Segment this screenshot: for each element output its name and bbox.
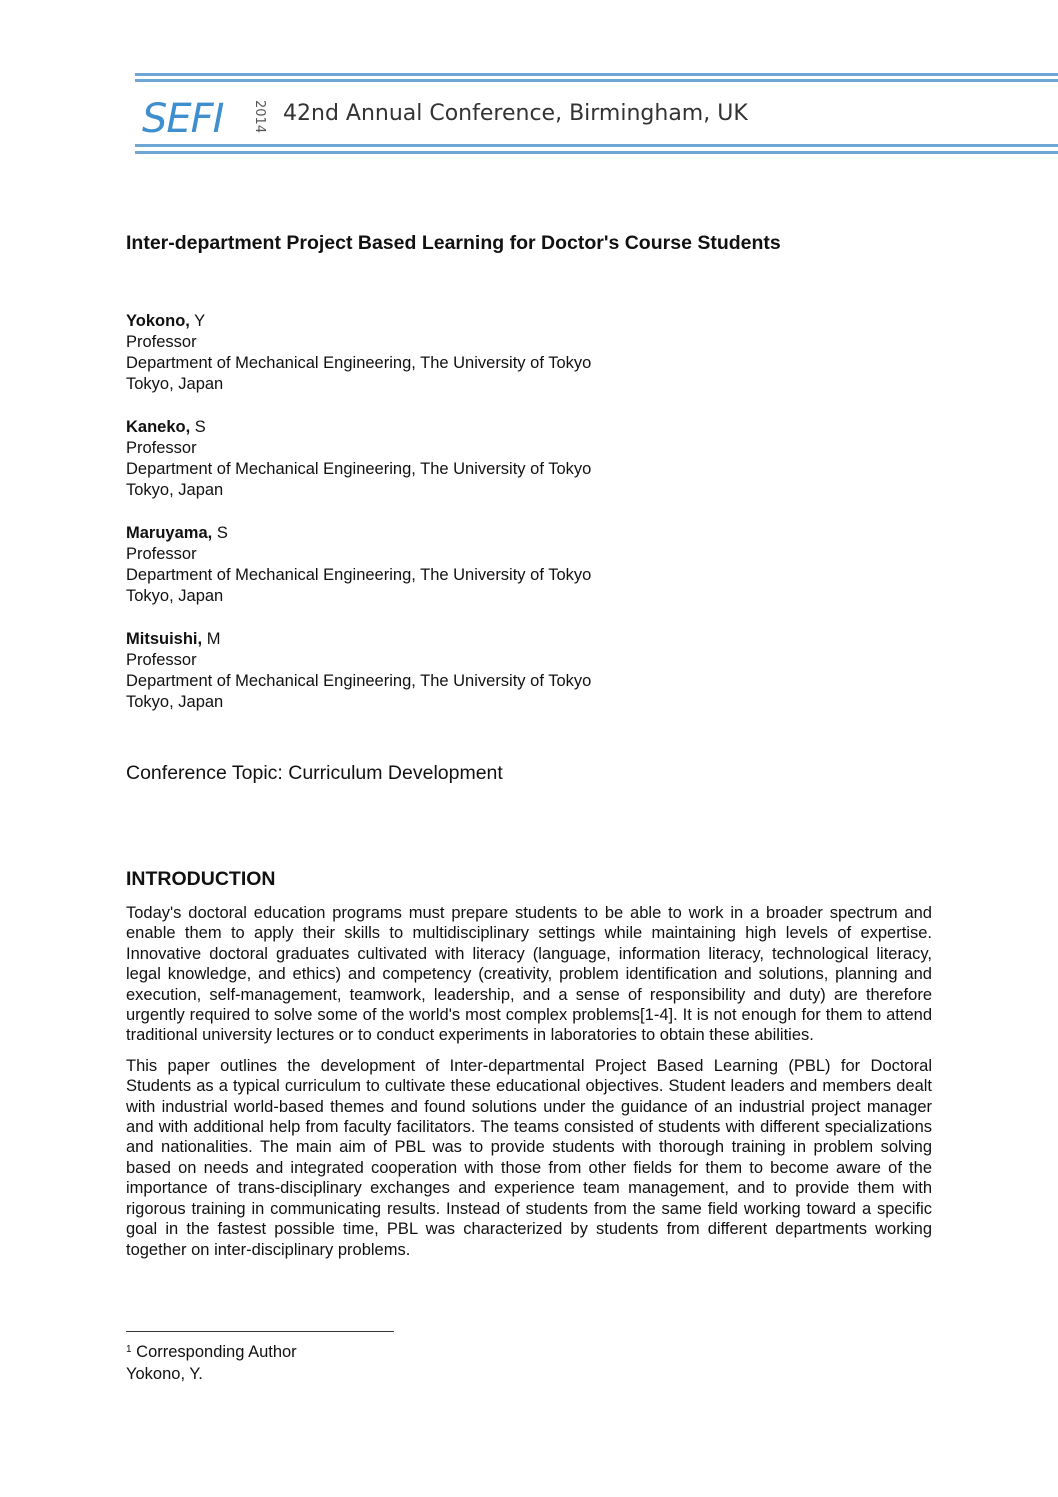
author-department: Department of Mechanical Engineering, The University of Tokyo [126, 566, 592, 584]
author-block [126, 311, 746, 395]
logo-text: SEFI [142, 98, 224, 138]
author-initial: S [194, 418, 206, 436]
author-location: Tokyo, Japan [126, 375, 224, 393]
author-name [126, 417, 746, 438]
header-rule-top [135, 73, 1058, 76]
author-location: Tokyo, Japan [126, 693, 224, 711]
author-department: Department of Mechanical Engineering, The University of Tokyo [126, 672, 592, 690]
author-position: Professor [126, 545, 197, 563]
author-block [126, 523, 746, 607]
header-rule-bottom [135, 144, 1058, 147]
author-name [126, 523, 746, 544]
footnote [126, 1341, 297, 1385]
body-paragraph: Today's doctoral education programs must prepare students to be able to work in a broader spectrum and enable them to apply their skills to multidisciplinary settings while maintaining high levels of expertise. Innovative doctoral graduates cultivated with literacy (language, information literacy, technological literacy, legal knowledge, and ethics) and competency (creativity, problem identification and solutions, planning and execution, self-management, teamwork, leadership, and a sense of responsibility and duty) are therefore urgently required to solve some of the world's most complex problems[1-4]. It is not enough for them to attend traditional university lectures or to conduct experiments in laboratories to obtain these abilities. [126, 904, 932, 1045]
author-position: Professor [126, 439, 197, 457]
author-position: Professor [126, 651, 197, 669]
author-location: Tokyo, Japan [126, 587, 224, 605]
paper-title: Inter-department Project Based Learning for Doctor's Course Students [126, 232, 781, 254]
header-rule-top-2 [135, 79, 1058, 82]
footnote-line [126, 1341, 297, 1363]
author-surname: Kaneko, [126, 418, 191, 436]
author-block [126, 417, 746, 501]
sefi-logo [142, 98, 272, 138]
author-surname: Yokono, [126, 312, 190, 330]
author-location: Tokyo, Japan [126, 481, 224, 499]
author-list [126, 311, 746, 735]
conference-topic: Conference Topic: Curriculum Development [126, 762, 503, 784]
author-department: Department of Mechanical Engineering, The University of Tokyo [126, 460, 592, 478]
footnote-marker: 1 [126, 1344, 132, 1355]
author-initial: S [216, 524, 228, 542]
footnote-name: Yokono, Y. [126, 1365, 203, 1383]
author-name [126, 311, 746, 332]
author-position: Professor [126, 333, 197, 351]
author-initial: Y [194, 312, 206, 330]
author-name [126, 629, 746, 650]
footnote-rule [126, 1331, 394, 1332]
logo-year: 2014 [252, 100, 267, 134]
section-heading: INTRODUCTION [126, 868, 276, 890]
author-initial: M [206, 630, 221, 648]
author-block [126, 629, 746, 713]
author-surname: Mitsuishi, [126, 630, 203, 648]
header-rule-bottom-2 [135, 151, 1058, 154]
body-paragraph: This paper outlines the development of Inter-departmental Project Based Learning (PBL) for Doctoral Students as a typical curriculum to cultivate these educational objectives. Student leaders and members dealt with industrial world-based themes and found solutions under the guidance of an industrial project manager and with additional help from faculty facilitators. The teams consisted of students with different specializations and nationalities. The main aim of PBL was to provide students with thorough training in problem solving based on needs and integrated cooperation with those from other fields for them to become aware of the importance of trans-disciplinary exchanges and experience team management, and to provide them with rigorous training in communicating results. Instead of students from the same field working toward a specific goal in the fastest possible time, PBL was characterized by students from different departments working together on inter-disciplinary problems. [126, 1056, 932, 1259]
introduction-body [126, 903, 932, 1270]
author-department: Department of Mechanical Engineering, The University of Tokyo [126, 354, 592, 372]
conference-name: 42nd Annual Conference, Birmingham, UK [283, 101, 748, 126]
footnote-text: Corresponding Author [136, 1343, 297, 1361]
author-surname: Maruyama, [126, 524, 213, 542]
